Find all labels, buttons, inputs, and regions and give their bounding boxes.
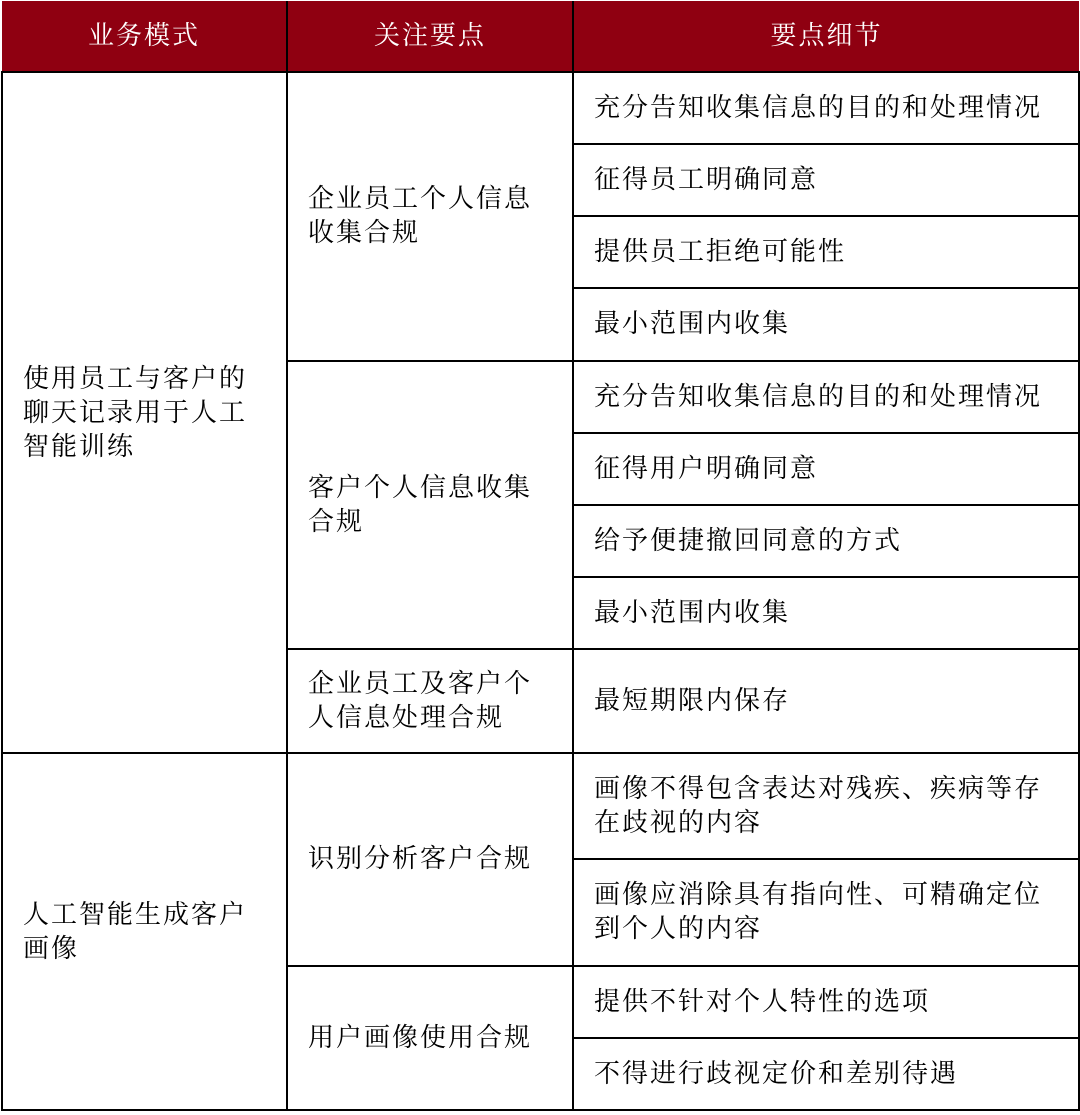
header-point-details: 要点细节 xyxy=(573,1,1079,72)
header-row xyxy=(2,1,1079,72)
detail-cell: 提供员工拒绝可能性 xyxy=(573,216,1079,288)
focus-point-cell: 企业员工个人信息收集合规 xyxy=(287,72,573,361)
detail-cell: 最小范围内收集 xyxy=(573,288,1079,360)
table-row xyxy=(2,72,1079,144)
detail-cell: 给予便捷撤回同意的方式 xyxy=(573,505,1079,577)
header-business-mode: 业务模式 xyxy=(2,1,287,72)
header-focus-points: 关注要点 xyxy=(287,1,573,72)
detail-cell: 征得用户明确同意 xyxy=(573,433,1079,505)
detail-cell: 画像应消除具有指向性、可精确定位到个人的内容 xyxy=(573,859,1079,965)
table-row xyxy=(2,753,1079,859)
detail-cell: 画像不得包含表达对残疾、疾病等存在歧视的内容 xyxy=(573,753,1079,859)
compliance-table xyxy=(1,1,1080,1111)
focus-point-cell: 客户个人信息收集合规 xyxy=(287,361,573,650)
detail-cell: 提供不针对个人特性的选项 xyxy=(573,966,1079,1038)
business-mode-cell: 人工智能生成客户画像 xyxy=(2,753,287,1110)
focus-point-cell: 用户画像使用合规 xyxy=(287,966,573,1110)
detail-cell: 充分告知收集信息的目的和处理情况 xyxy=(573,72,1079,144)
detail-cell: 不得进行歧视定价和差别待遇 xyxy=(573,1038,1079,1110)
detail-cell: 充分告知收集信息的目的和处理情况 xyxy=(573,361,1079,433)
detail-cell: 征得员工明确同意 xyxy=(573,144,1079,216)
focus-point-cell: 企业员工及客户个人信息处理合规 xyxy=(287,649,573,753)
focus-point-cell: 识别分析客户合规 xyxy=(287,753,573,965)
business-mode-cell: 使用员工与客户的聊天记录用于人工智能训练 xyxy=(2,72,287,753)
detail-cell: 最小范围内收集 xyxy=(573,577,1079,649)
detail-cell: 最短期限内保存 xyxy=(573,649,1079,753)
